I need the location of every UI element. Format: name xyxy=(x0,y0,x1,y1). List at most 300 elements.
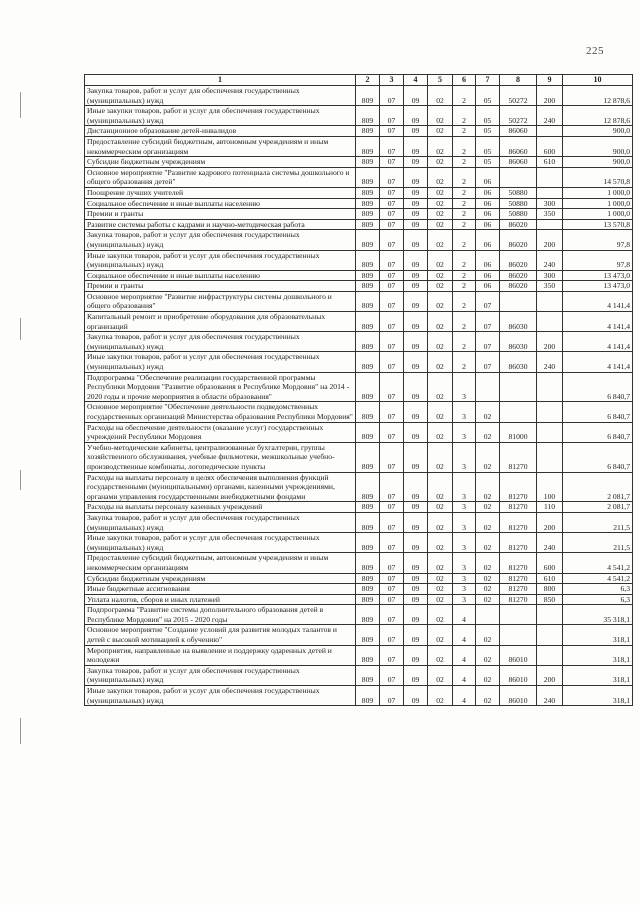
cell-program: 02 xyxy=(428,573,453,584)
cell-direction: 50272 xyxy=(500,86,537,106)
table-row xyxy=(85,645,633,665)
table-row xyxy=(85,86,633,106)
cell-section: 07 xyxy=(380,126,404,137)
cell-section: 07 xyxy=(380,167,404,187)
cell-direction xyxy=(500,167,537,187)
cell-section: 07 xyxy=(380,502,404,513)
cell-measure: 06 xyxy=(476,187,500,198)
cell-measure xyxy=(476,605,500,625)
table-row xyxy=(85,422,633,442)
cell-measure: 06 xyxy=(476,219,500,230)
column-header-description: 1 xyxy=(85,75,356,86)
table-body xyxy=(85,86,633,706)
cell-expense-type xyxy=(537,442,563,472)
table-row xyxy=(85,291,633,311)
cell-program: 02 xyxy=(428,198,453,209)
cell-subsection: 09 xyxy=(404,187,428,198)
cell-direction xyxy=(500,372,537,402)
cell-expense-type xyxy=(537,219,563,230)
cell-measure: 06 xyxy=(476,270,500,281)
cell-program: 02 xyxy=(428,281,453,292)
cell-amount: 1 000,0 xyxy=(563,198,633,209)
cell-subsection: 09 xyxy=(404,281,428,292)
cell-measure: 07 xyxy=(476,352,500,372)
cell-program: 02 xyxy=(428,502,453,513)
cell-subsection: 09 xyxy=(404,665,428,685)
cell-description: Иные закупки товаров, работ и услуг для обеспечения государственных (муниципальных) нужд xyxy=(85,686,356,706)
cell-description: Дистанционное образование детей-инвалидов xyxy=(85,126,356,137)
cell-expense-type: 610 xyxy=(537,573,563,584)
cell-section: 07 xyxy=(380,472,404,502)
cell-expense-type: 600 xyxy=(537,553,563,573)
cell-amount: 6,3 xyxy=(563,594,633,605)
cell-section: 07 xyxy=(380,442,404,472)
cell-measure xyxy=(476,372,500,402)
cell-program: 02 xyxy=(428,584,453,595)
cell-subsection: 09 xyxy=(404,230,428,250)
cell-amount: 4 541,2 xyxy=(563,573,633,584)
cell-measure: 02 xyxy=(476,665,500,685)
cell-direction: 81270 xyxy=(500,594,537,605)
cell-amount: 4 141,4 xyxy=(563,291,633,311)
cell-measure: 07 xyxy=(476,312,500,332)
cell-program: 02 xyxy=(428,106,453,126)
cell-amount: 318,1 xyxy=(563,686,633,706)
cell-description: Предоставление субсидий бюджетным, автономным учреждениям и иным некоммерческим организациям xyxy=(85,136,356,156)
cell-amount: 6,3 xyxy=(563,584,633,595)
cell-measure: 06 xyxy=(476,198,500,209)
budget-table xyxy=(84,74,633,706)
cell-expense-type xyxy=(537,605,563,625)
cell-subsection: 09 xyxy=(404,512,428,532)
cell-direction: 86030 xyxy=(500,332,537,352)
table-row xyxy=(85,605,633,625)
cell-ministry: 809 xyxy=(356,270,380,281)
cell-direction: 81270 xyxy=(500,442,537,472)
cell-description: Иные закупки товаров, работ и услуг для обеспечения государственных (муниципальных) нужд xyxy=(85,250,356,270)
cell-amount: 900,0 xyxy=(563,136,633,156)
cell-program: 02 xyxy=(428,219,453,230)
cell-amount: 35 318,1 xyxy=(563,605,633,625)
cell-description: Иные закупки товаров, работ и услуг для обеспечения государственных (муниципальных) нужд xyxy=(85,106,356,126)
cell-ministry: 809 xyxy=(356,625,380,645)
cell-subsection: 09 xyxy=(404,332,428,352)
cell-subsection: 09 xyxy=(404,553,428,573)
cell-measure: 02 xyxy=(476,584,500,595)
column-header-subsection: 4 xyxy=(404,75,428,86)
cell-direction: 81270 xyxy=(500,512,537,532)
cell-section: 07 xyxy=(380,665,404,685)
cell-program: 02 xyxy=(428,686,453,706)
cell-measure: 05 xyxy=(476,106,500,126)
cell-ministry: 809 xyxy=(356,472,380,502)
cell-program: 02 xyxy=(428,553,453,573)
cell-amount: 4 141,4 xyxy=(563,352,633,372)
cell-direction: 86030 xyxy=(500,312,537,332)
cell-description: Основное мероприятие "Создание условий для развития молодых талантов и детей с высокой мотивацией к обучению" xyxy=(85,625,356,645)
cell-subsection: 09 xyxy=(404,198,428,209)
cell-subsection: 09 xyxy=(404,312,428,332)
cell-program: 02 xyxy=(428,250,453,270)
cell-direction xyxy=(500,291,537,311)
cell-subprogram: 3 xyxy=(453,512,476,532)
cell-ministry: 809 xyxy=(356,686,380,706)
cell-direction: 81270 xyxy=(500,533,537,553)
cell-subprogram: 3 xyxy=(453,402,476,422)
cell-program: 02 xyxy=(428,187,453,198)
cell-section: 07 xyxy=(380,86,404,106)
cell-expense-type xyxy=(537,187,563,198)
cell-subprogram: 2 xyxy=(453,230,476,250)
table-row xyxy=(85,472,633,502)
cell-subprogram: 2 xyxy=(453,312,476,332)
cell-amount: 2 081,7 xyxy=(563,502,633,513)
table-row xyxy=(85,281,633,292)
cell-program: 02 xyxy=(428,625,453,645)
cell-expense-type: 240 xyxy=(537,106,563,126)
cell-description: Основное мероприятие "Развитие инфраструктуры системы дошкольного и общего образования" xyxy=(85,291,356,311)
table-row xyxy=(85,686,633,706)
cell-subsection: 09 xyxy=(404,126,428,137)
cell-subsection: 09 xyxy=(404,584,428,595)
cell-amount: 14 570,8 xyxy=(563,167,633,187)
cell-subprogram: 4 xyxy=(453,686,476,706)
cell-section: 07 xyxy=(380,209,404,220)
cell-description: Предоставление субсидий бюджетным, автономным учреждениям и иным некоммерческим организациям xyxy=(85,553,356,573)
cell-measure: 02 xyxy=(476,442,500,472)
table-row xyxy=(85,136,633,156)
cell-expense-type: 200 xyxy=(537,665,563,685)
cell-measure: 02 xyxy=(476,422,500,442)
table-row xyxy=(85,442,633,472)
cell-section: 07 xyxy=(380,372,404,402)
cell-measure: 05 xyxy=(476,157,500,168)
cell-amount: 12 878,6 xyxy=(563,86,633,106)
cell-expense-type: 110 xyxy=(537,502,563,513)
cell-subprogram: 2 xyxy=(453,250,476,270)
cell-ministry: 809 xyxy=(356,512,380,532)
cell-description: Премии и гранты xyxy=(85,281,356,292)
cell-measure: 02 xyxy=(476,472,500,502)
cell-direction: 81270 xyxy=(500,573,537,584)
cell-subsection: 09 xyxy=(404,291,428,311)
cell-section: 07 xyxy=(380,512,404,532)
cell-program: 02 xyxy=(428,472,453,502)
cell-description: Закупка товаров, работ и услуг для обеспечения государственных (муниципальных) нужд xyxy=(85,332,356,352)
cell-expense-type xyxy=(537,291,563,311)
cell-subsection: 09 xyxy=(404,502,428,513)
cell-subsection: 09 xyxy=(404,594,428,605)
cell-direction: 86010 xyxy=(500,665,537,685)
column-header-subprogram: 6 xyxy=(453,75,476,86)
cell-subprogram: 4 xyxy=(453,645,476,665)
cell-subprogram: 3 xyxy=(453,594,476,605)
cell-description: Развитие системы работы с кадрами и научно-методическая работа xyxy=(85,219,356,230)
cell-description: Социальное обеспечение и иные выплаты населению xyxy=(85,270,356,281)
cell-subsection: 09 xyxy=(404,472,428,502)
cell-section: 07 xyxy=(380,605,404,625)
cell-section: 07 xyxy=(380,584,404,595)
cell-description: Мероприятия, направленные на выявление и поддержку одаренных детей и молодежи xyxy=(85,645,356,665)
cell-measure: 06 xyxy=(476,167,500,187)
cell-subprogram: 2 xyxy=(453,209,476,220)
cell-section: 07 xyxy=(380,402,404,422)
cell-ministry: 809 xyxy=(356,372,380,402)
column-header-expense-type: 9 xyxy=(537,75,563,86)
cell-amount: 13 570,8 xyxy=(563,219,633,230)
cell-amount: 6 840,7 xyxy=(563,422,633,442)
cell-subprogram: 4 xyxy=(453,625,476,645)
table-row xyxy=(85,187,633,198)
cell-direction: 86020 xyxy=(500,281,537,292)
cell-ministry: 809 xyxy=(356,533,380,553)
cell-ministry: 809 xyxy=(356,209,380,220)
cell-amount: 211,5 xyxy=(563,512,633,532)
cell-ministry: 809 xyxy=(356,86,380,106)
cell-measure: 05 xyxy=(476,86,500,106)
cell-ministry: 809 xyxy=(356,502,380,513)
cell-direction: 81270 xyxy=(500,584,537,595)
cell-subsection: 09 xyxy=(404,250,428,270)
cell-subprogram: 3 xyxy=(453,422,476,442)
cell-section: 07 xyxy=(380,625,404,645)
cell-program: 02 xyxy=(428,270,453,281)
cell-program: 02 xyxy=(428,645,453,665)
cell-measure: 06 xyxy=(476,230,500,250)
cell-program: 02 xyxy=(428,312,453,332)
table-row xyxy=(85,198,633,209)
cell-description: Субсидии бюджетным учреждениям xyxy=(85,573,356,584)
cell-description: Расходы на выплаты персоналу казенных учреждений xyxy=(85,502,356,513)
cell-expense-type xyxy=(537,312,563,332)
cell-direction: 86010 xyxy=(500,645,537,665)
cell-program: 02 xyxy=(428,402,453,422)
cell-subprogram: 2 xyxy=(453,198,476,209)
cell-subsection: 09 xyxy=(404,270,428,281)
cell-amount: 6 840,7 xyxy=(563,402,633,422)
table-row xyxy=(85,157,633,168)
cell-subprogram: 2 xyxy=(453,126,476,137)
cell-subprogram: 3 xyxy=(453,533,476,553)
cell-program: 02 xyxy=(428,512,453,532)
cell-section: 07 xyxy=(380,198,404,209)
table-header xyxy=(85,75,633,86)
cell-expense-type xyxy=(537,625,563,645)
cell-measure: 02 xyxy=(476,553,500,573)
cell-program: 02 xyxy=(428,291,453,311)
cell-subprogram: 4 xyxy=(453,605,476,625)
cell-section: 07 xyxy=(380,230,404,250)
cell-program: 02 xyxy=(428,594,453,605)
cell-subprogram: 2 xyxy=(453,157,476,168)
cell-description: Расходы на обеспечение деятельности (оказание услуг) государственных учреждений Республики Мордовия xyxy=(85,422,356,442)
cell-subprogram: 2 xyxy=(453,332,476,352)
table-row xyxy=(85,312,633,332)
cell-expense-type xyxy=(537,422,563,442)
cell-measure: 05 xyxy=(476,126,500,137)
cell-amount: 4 541,2 xyxy=(563,553,633,573)
cell-expense-type: 200 xyxy=(537,230,563,250)
cell-measure: 02 xyxy=(476,645,500,665)
cell-subprogram: 3 xyxy=(453,472,476,502)
table-row xyxy=(85,594,633,605)
cell-expense-type: 200 xyxy=(537,512,563,532)
cell-description: Подпрограмма "Обеспечение реализации государственной программы Республики Мордовия "Развитие образования в Республике Мордовия" на 2014 - 2020 годы и прочие мероприятия в области образования" xyxy=(85,372,356,402)
table-row xyxy=(85,270,633,281)
cell-direction: 50272 xyxy=(500,106,537,126)
cell-ministry: 809 xyxy=(356,230,380,250)
cell-ministry: 809 xyxy=(356,126,380,137)
cell-direction xyxy=(500,625,537,645)
cell-section: 07 xyxy=(380,352,404,372)
cell-description: Основное мероприятие "Обеспечение деятельности подведомственных государственных организаций Министерства образования Республики Мордовия" xyxy=(85,402,356,422)
cell-section: 07 xyxy=(380,645,404,665)
cell-direction: 86060 xyxy=(500,157,537,168)
cell-section: 07 xyxy=(380,312,404,332)
cell-ministry: 809 xyxy=(356,250,380,270)
cell-section: 07 xyxy=(380,250,404,270)
cell-amount: 97,8 xyxy=(563,230,633,250)
cell-direction: 86020 xyxy=(500,230,537,250)
cell-expense-type: 350 xyxy=(537,281,563,292)
cell-section: 07 xyxy=(380,332,404,352)
cell-description: Расходы на выплаты персоналу в целях обеспечения выполнения функций государственными (муниципальными) органами, казенными учреждениями, органами управления государственными внебюджетными фондами xyxy=(85,472,356,502)
table-row xyxy=(85,502,633,513)
cell-expense-type: 350 xyxy=(537,209,563,220)
cell-expense-type: 600 xyxy=(537,136,563,156)
cell-section: 07 xyxy=(380,291,404,311)
cell-section: 07 xyxy=(380,533,404,553)
cell-ministry: 809 xyxy=(356,187,380,198)
cell-expense-type: 850 xyxy=(537,594,563,605)
cell-section: 07 xyxy=(380,281,404,292)
cell-expense-type: 100 xyxy=(537,472,563,502)
column-header-amount: 10 xyxy=(563,75,633,86)
cell-ministry: 809 xyxy=(356,605,380,625)
cell-direction: 86060 xyxy=(500,126,537,137)
cell-ministry: 809 xyxy=(356,157,380,168)
table-row xyxy=(85,402,633,422)
cell-expense-type: 200 xyxy=(537,86,563,106)
cell-expense-type: 240 xyxy=(537,352,563,372)
cell-section: 07 xyxy=(380,219,404,230)
cell-section: 07 xyxy=(380,553,404,573)
table-row xyxy=(85,665,633,685)
table-row xyxy=(85,167,633,187)
cell-section: 07 xyxy=(380,422,404,442)
cell-expense-type xyxy=(537,126,563,137)
cell-description: Основное мероприятие "Развитие кадрового потенциала системы дошкольного и общего образования детей" xyxy=(85,167,356,187)
cell-section: 07 xyxy=(380,594,404,605)
cell-description: Закупка товаров, работ и услуг для обеспечения государственных (муниципальных) нужд xyxy=(85,230,356,250)
cell-amount: 318,1 xyxy=(563,665,633,685)
cell-program: 02 xyxy=(428,352,453,372)
cell-subsection: 09 xyxy=(404,442,428,472)
cell-direction: 81270 xyxy=(500,502,537,513)
cell-description: Учебно-методические кабинеты, централизованные бухгалтерии, группы хозяйственного обслуживания, учебные фильмотеки, межшкольные учебно-производственные комбинаты, логопедические пункты xyxy=(85,442,356,472)
cell-subprogram: 2 xyxy=(453,86,476,106)
cell-measure: 06 xyxy=(476,209,500,220)
cell-expense-type xyxy=(537,402,563,422)
cell-description: Капитальный ремонт и приобретение оборудования для образовательных организаций xyxy=(85,312,356,332)
cell-subsection: 09 xyxy=(404,402,428,422)
header-row xyxy=(85,75,633,86)
cell-description: Иные закупки товаров, работ и услуг для обеспечения государственных (муниципальных) нужд xyxy=(85,533,356,553)
cell-direction: 86020 xyxy=(500,270,537,281)
cell-section: 07 xyxy=(380,187,404,198)
cell-ministry: 809 xyxy=(356,291,380,311)
cell-expense-type: 300 xyxy=(537,270,563,281)
cell-ministry: 809 xyxy=(356,198,380,209)
cell-measure: 02 xyxy=(476,594,500,605)
cell-measure: 02 xyxy=(476,512,500,532)
cell-ministry: 809 xyxy=(356,167,380,187)
table-row xyxy=(85,625,633,645)
budget-table-sheet xyxy=(84,74,632,706)
cell-direction: 50880 xyxy=(500,198,537,209)
cell-subprogram: 2 xyxy=(453,136,476,156)
cell-direction: 50880 xyxy=(500,209,537,220)
cell-amount: 13 473,0 xyxy=(563,281,633,292)
cell-description: Иные бюджетные ассигнования xyxy=(85,584,356,595)
cell-subsection: 09 xyxy=(404,106,428,126)
cell-direction: 81000 xyxy=(500,422,537,442)
cell-amount: 1 000,0 xyxy=(563,209,633,220)
cell-ministry: 809 xyxy=(356,442,380,472)
cell-subsection: 09 xyxy=(404,352,428,372)
cell-measure: 02 xyxy=(476,533,500,553)
table-row xyxy=(85,209,633,220)
column-header-ministry: 2 xyxy=(356,75,380,86)
table-row xyxy=(85,219,633,230)
cell-ministry: 809 xyxy=(356,422,380,442)
cell-subsection: 09 xyxy=(404,573,428,584)
cell-program: 02 xyxy=(428,136,453,156)
cell-ministry: 809 xyxy=(356,553,380,573)
cell-ministry: 809 xyxy=(356,402,380,422)
cell-amount: 12 878,6 xyxy=(563,106,633,126)
cell-subprogram: 2 xyxy=(453,106,476,126)
cell-amount: 4 141,4 xyxy=(563,332,633,352)
cell-measure: 06 xyxy=(476,250,500,270)
cell-section: 07 xyxy=(380,270,404,281)
cell-ministry: 809 xyxy=(356,573,380,584)
cell-direction: 81270 xyxy=(500,472,537,502)
cell-expense-type: 240 xyxy=(537,686,563,706)
cell-subprogram: 2 xyxy=(453,281,476,292)
cell-program: 02 xyxy=(428,372,453,402)
cell-subprogram: 3 xyxy=(453,372,476,402)
cell-ministry: 809 xyxy=(356,312,380,332)
cell-subsection: 09 xyxy=(404,625,428,645)
cell-ministry: 809 xyxy=(356,136,380,156)
cell-subsection: 09 xyxy=(404,219,428,230)
cell-subsection: 09 xyxy=(404,157,428,168)
cell-program: 02 xyxy=(428,126,453,137)
cell-direction: 86030 xyxy=(500,352,537,372)
cell-expense-type: 610 xyxy=(537,157,563,168)
cell-program: 02 xyxy=(428,86,453,106)
cell-measure: 02 xyxy=(476,573,500,584)
cell-description: Премии и гранты xyxy=(85,209,356,220)
cell-subsection: 09 xyxy=(404,372,428,402)
cell-subsection: 09 xyxy=(404,645,428,665)
cell-direction: 86010 xyxy=(500,686,537,706)
table-row xyxy=(85,553,633,573)
cell-subprogram: 2 xyxy=(453,167,476,187)
cell-subprogram: 2 xyxy=(453,291,476,311)
cell-measure: 07 xyxy=(476,332,500,352)
